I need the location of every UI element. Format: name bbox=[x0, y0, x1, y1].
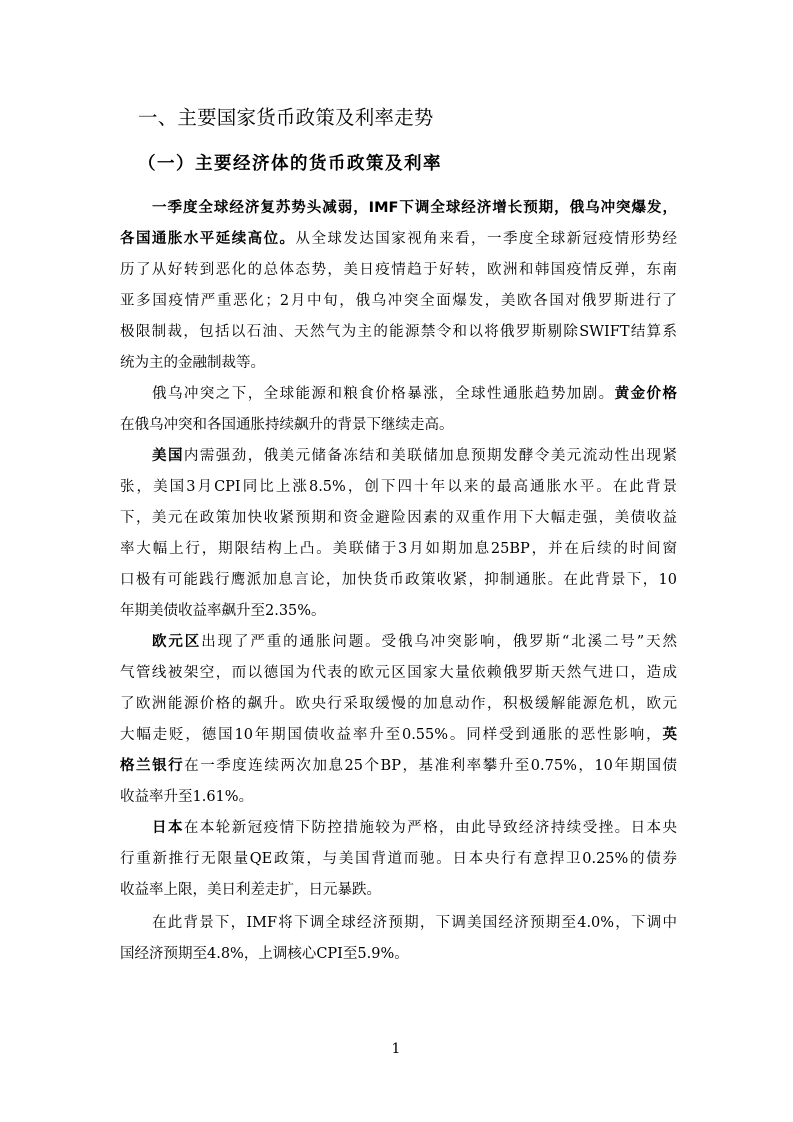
paragraph-1-line-1 bbox=[152, 198, 677, 218]
paragraph-6-line-2: 国经济预期至4.8%，上调核心CPI至5.9%。 bbox=[120, 946, 409, 962]
paragraph-1-line-5: 极限制裁，包括以石油、天然气为主的能源禁令和以将俄罗斯剔除SWIFT结算系 bbox=[120, 324, 677, 340]
paragraph-1-line-4: 亚多国疫情严重恶化；2月中旬，俄乌冲突全面爆发，美欧各国对俄罗斯进行了 bbox=[120, 293, 677, 309]
bold-keyword: 黄金价格 bbox=[614, 386, 677, 402]
bold-keyword: 英 bbox=[662, 727, 677, 743]
paragraph-5-line-2: 行重新推行无限量QE政策，与美国背道而驰。日本央行有意捍卫0.25%的债券 bbox=[120, 851, 677, 867]
paragraph-1-line-2 bbox=[120, 229, 677, 249]
bold-lead: 各国通胀水平延续高位。 bbox=[120, 231, 296, 247]
paragraph-4-line-6: 收益率升至1.61%。 bbox=[120, 789, 254, 805]
body-text: 出现了严重的通胀问题。受俄乌冲突影响，俄罗斯“北溪二号”天然 bbox=[201, 634, 678, 650]
paragraph-2-line-2: 在俄乌冲突和各国通胀持续飙升的背景下继续走高。 bbox=[120, 417, 454, 433]
paragraph-4-line-1 bbox=[152, 632, 677, 652]
paragraph-3-line-2: 张，美国3月CPI同比上涨8.5%，创下四十年以来的最高通胀水平。在此背景 bbox=[120, 479, 677, 495]
bold-keyword: 日本 bbox=[152, 820, 184, 836]
paragraph-3-line-4: 率大幅上行，期限结构上凸。美联储于3月如期加息25BP，并在后续的时间窗 bbox=[120, 541, 677, 557]
paragraph-1-line-3: 历了从好转到恶化的总体态势，美日疫情趋于好转，欧洲和韩国疫情反弹，东南 bbox=[120, 262, 677, 278]
paragraph-4-line-2: 气管线被架空，而以德国为代表的欧元区国家大量依赖俄罗斯天然气进口，造成 bbox=[120, 665, 677, 681]
body-text: 大幅走贬，德国10年期国债收益率升至0.55%。同样受到通胀的恶性影响， bbox=[120, 727, 663, 743]
bold-keyword: 格兰银行 bbox=[120, 758, 185, 774]
bold-keyword: 美国 bbox=[152, 448, 184, 464]
subsection-heading: （一）主要经济体的货币政策及利率 bbox=[138, 154, 442, 174]
body-text: 在一季度连续两次加息25个BP，基准利率攀升至0.75%，10年期国债 bbox=[184, 758, 678, 774]
paragraph-1-line-6: 统为主的金融制裁等。 bbox=[120, 355, 265, 371]
body-text: 在本轮新冠疫情下防控措施较为严格，由此导致经济持续受挫。日本央 bbox=[183, 820, 677, 836]
paragraph-5-line-1 bbox=[152, 818, 677, 838]
body-text: 内需强劲，俄美元储备冻结和美联储加息预期发酵令美元流动性出现紧 bbox=[183, 448, 677, 464]
section-heading: 一、主要国家货币政策及利率走势 bbox=[138, 106, 434, 129]
paragraph-3-line-6: 年期美债收益率飙升至2.35%。 bbox=[120, 603, 326, 619]
bold-keyword: 欧元区 bbox=[152, 634, 202, 650]
body-text: 俄乌冲突之下，全球能源和粮食价格暴涨，全球性通胀趋势加剧。 bbox=[152, 386, 615, 402]
paragraph-4-line-4 bbox=[120, 725, 677, 745]
paragraph-3-line-3: 下，美元在政策加快收紧预期和资金避险因素的双重作用下大幅走强，美债收益 bbox=[120, 510, 677, 526]
paragraph-4-line-3: 了欧洲能源价格的飙升。欧央行采取缓慢的加息动作，积极缓解能源危机，欧元 bbox=[120, 696, 677, 712]
paragraph-3-line-5: 口极有可能践行鹰派加息言论，加快货币政策收紧，抑制通胀。在此背景下，10 bbox=[120, 572, 677, 588]
paragraph-6-line-1: 在此背景下，IMF将下调全球经济预期，下调美国经济预期至4.0%，下调中 bbox=[152, 915, 677, 931]
body-text: 从全球发达国家视角来看，一季度全球新冠疫情形势经 bbox=[295, 231, 677, 247]
paragraph-2-line-1 bbox=[152, 384, 677, 404]
bold-lead: 一季度全球经济复苏势头减弱，IMF下调全球经济增长预期，俄乌冲突爆发， bbox=[152, 200, 677, 216]
page-number: 1 bbox=[391, 1041, 401, 1057]
paragraph-4-line-5 bbox=[120, 756, 677, 776]
paragraph-3-line-1 bbox=[152, 446, 677, 466]
paragraph-5-line-3: 收益率上限，美日利差走扩，日元暴跌。 bbox=[120, 882, 381, 898]
